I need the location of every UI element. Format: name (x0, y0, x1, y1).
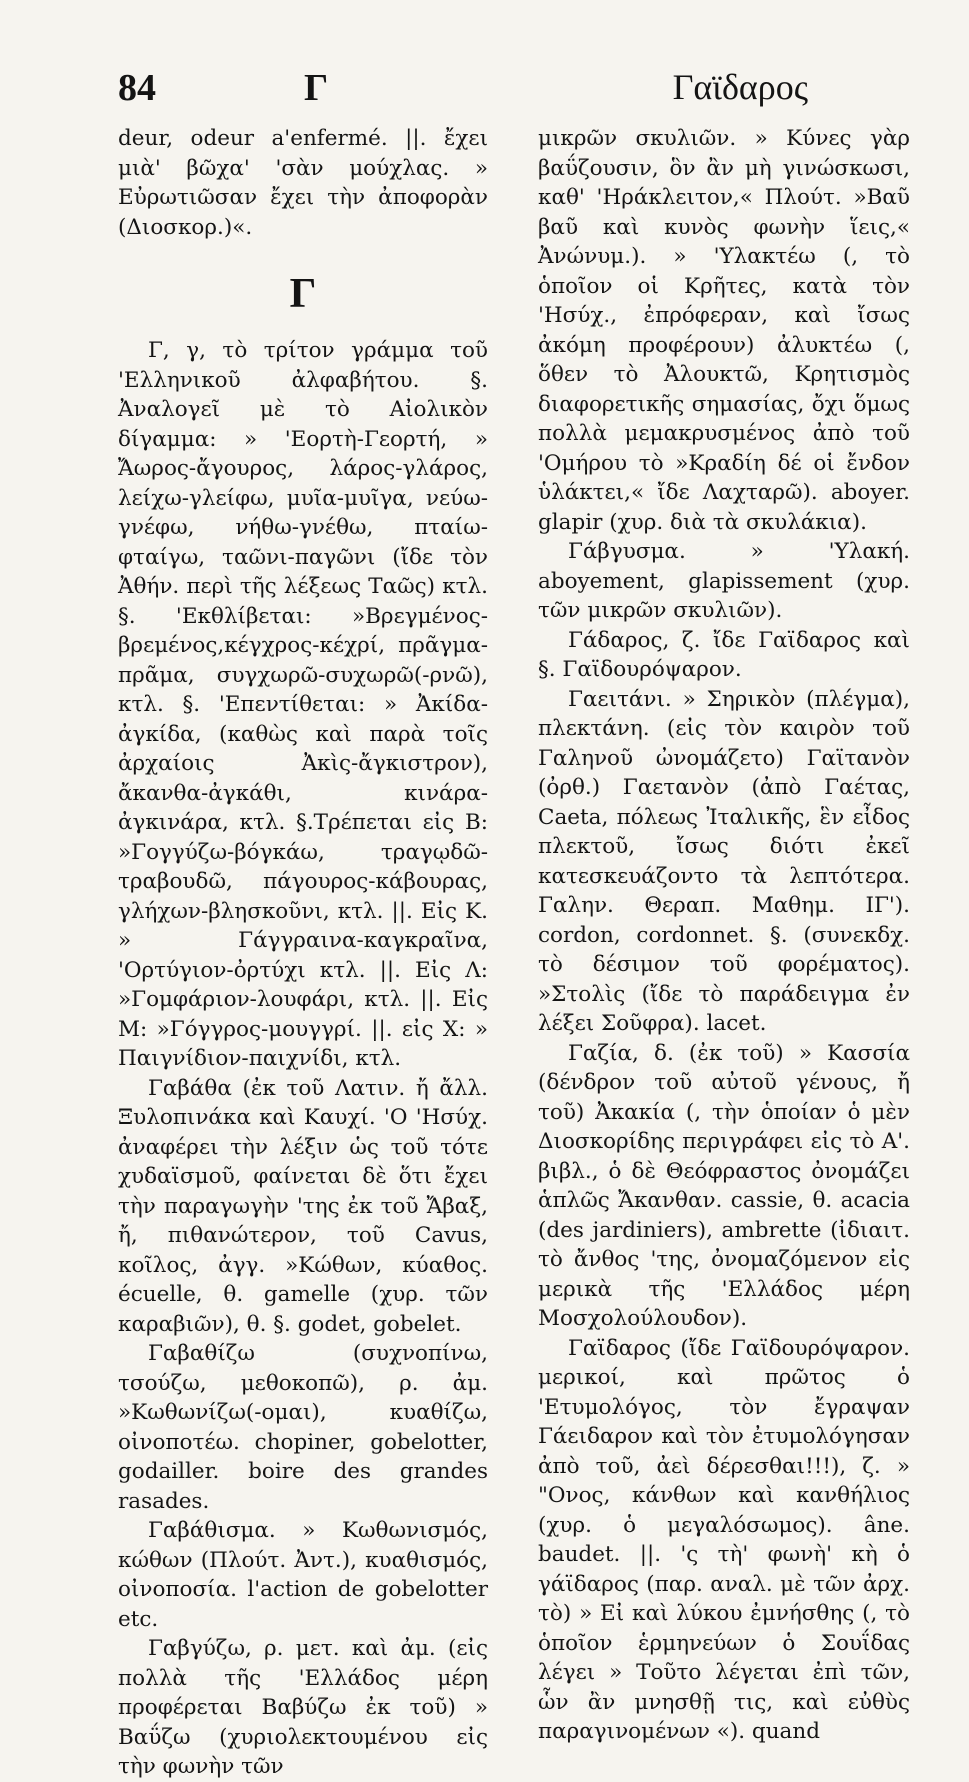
entry-gavathisma: Γαβάθισμα. » Κωθωνισμός, κώθων (Πλούτ. Ἀντ.), κυαθισμός, οἰνοποσία. l'action de gobelotter etc. (118, 1518, 488, 1632)
running-head-word: Γαϊδαρος (672, 67, 808, 107)
entry-gazia: Γαζία, δ. (ἐκ τοῦ) » Κασσία (δένδρον τοῦ αὐτοῦ γένους, ἤ τοῦ) Ἀκακία (, τὴν ὁποίαν ὁ μὲν Διοσκορίδης περιγράφει εἰς τὸ Α'. βιβλ., ὁ δὲ Θεόφραστος ὀνομάζει ἁπλῶς Ἄκανθαν. cassie, θ. acacia (des jardiniers), ambrette (ἰδιαιτ. τὸ ἄνθος 'της, ὀνομαζόμενον εἰς μερικὰ τῆς 'Ελλάδος μέρη Μοσχολούλουδον). (538, 1040, 910, 1331)
entry-gavgysma: Γάβγυσμα. » 'Υλακή. aboyement, glapissement (χυρ. τῶν μικρῶν σκυλιῶν). (538, 539, 910, 623)
entry-continuation: deur, odeur a'enfermé. ||. ἔχει μιὰ' βῶχα' 'σὰν μούχλας. » Εὐρωτιῶσαν ἔχει τὴν ἀποφορὰν (Διοσκορ.)«. (118, 126, 488, 240)
entry-gavathizo: Γαβαθίζω (συχνοπίνω, τσούζω, μεθοκοπῶ), ρ. ἀμ. »Κωθωνίζω(-ομαι), κυαθίζω, οἰνοποτέω. chopiner, gobelotter, godailler. boire des grandes rasades. (118, 1341, 488, 1514)
section-heading-letter: Γ (289, 271, 317, 317)
entry-continuation-right: μικρῶν σκυλιῶν. » Κύνες γὰρ βαΰζουσιν, ὃν ἂν μὴ γινώσκωσι, καθ' 'Ηράκλειτον,« Πλούτ. »Βαῦ βαῦ καὶ κυνὸς φωνὴν ἵεις,« Ἀνώνυμ.). » 'Υλακτέω (, τὸ ὁποῖον οἱ Κρῆτες, κατὰ τὸν 'Ησύχ., ἐπρόφεραν, καὶ ἴσως ἀκόμη προφέρουν) ἀλυκτέω (, ὅθεν τὸ Ἀλουκτῶ, Κρητισμὸς διαφορετικῆς σημασίας, ὄχι ὅμως πολλὰ μεμακρυσμένος ἀπὸ τοῦ 'Ομήρου τὸ »Κραδίη δέ οἱ ἔνδον ὑλάκτει,« ἴδε Λαχταρῶ). aboyer. glapir (χυρ. διὰ τὰ σκυλάκια). (538, 126, 910, 535)
header-section-letter: Γ (304, 67, 329, 109)
page-number: 84 (118, 67, 156, 109)
entry-gavgyzo: Γαβγύζω, ρ. μετ. καὶ ἀμ. (εἰς πολλὰ τῆς 'Ελλάδος μέρη προφέρεται Βαβύζω ἐκ τοῦ) » Βαΰζω (χυριολεκτουμένου εἰς τὴν φωνὴν τῶν (118, 1636, 488, 1779)
right-column (538, 124, 910, 1747)
entry-gaeitani: Γαειτάνι. » Σηρικὸν (πλέγμα), πλεκτάνη. (εἰς τὸν καιρὸν τοῦ Γαληνοῦ ὠνομάζετο) Γαϊτανὸν (ὀρθ.) Γαετανὸν (ἀπὸ Γαέτας, Caeta, πόλεως Ἰταλικῆς, ἓν εἶδος πλεκτοῦ, ἴσως διότι ἐκεῖ κατεσκευάζοντο τὰ λεπτότερα. Γαλην. Θεραπ. Μαθημ. ΙΓ'). cordon, cordonnet. §. (συνεκδχ. τὸ δέσιμον τοῦ φορέματος). »Στολὶς (ἴδε τὸ παράδειγμα ἐν λέξει Σοῦφρα). lacet. (538, 686, 910, 1036)
entry-gavatha: Γαβάθα (ἐκ τοῦ Λατιν. ἤ ἄλλ. Ξυλοπινάκα καὶ Καυχί. 'Ο 'Ησύχ. ἀναφέρει τὴν λέξιν ὡς τοῦ τότε χυδαϊσμοῦ, φαίνεται δὲ ὅτι ἔχει τὴν παραγωγὴν 'της ἐκ τοῦ Ἄβαξ, ἤ, πιθανώτερον, τοῦ Cavus, κοῖλος, ἀγγ. »Κώθων, κύαθος. écuelle, θ. gamelle (χυρ. τῶν καραβιῶν), θ. §. godet, gobelet. (118, 1075, 488, 1337)
left-column (118, 124, 488, 1782)
running-header (118, 66, 808, 114)
entry-gaidaros: Γαϊδαρος (ἴδε Γαϊδουρόψαρον. μερικοί, καὶ πρῶτος ὁ 'Ετυμολόγος, τὸν ἔγραψαν Γάειδαρον καὶ τὸν ἐτυμολόγησαν ἀπὸ τοῦ, ἀεὶ δέρεσθαι!!!), ζ. » "Ονος, κάνθων καὶ κανθήλιος (χυρ. ὁ μεγαλόσωμος). âne. baudet. ||. 'ς τὴ' φωνὴ' κὴ ὁ γάϊδαρος (παρ. αναλ. μὲ τῶν ἀρχ. τὸ) » Εἰ καὶ λύκου ἐμνήσθης (, τὸ ὁποῖον ἑρμηνεύων ὁ Σουΐδας λέγει » Τοῦτο λέγεται ἐπὶ τῶν, ὧν ἂν μνησθῇ τις, καὶ εὐθὺς παραγινομένων «). quand (538, 1335, 910, 1744)
entry-gadaros: Γάδαρος, ζ. ἴδε Γαϊδαρος καὶ §. Γαϊδουρόψαρον. (538, 627, 910, 682)
entry-gamma: Γ, γ, τὸ τρίτον γράμμα τοῦ 'Ελληνικοῦ ἀλφαβήτου. §. Ἀναλογεῖ μὲ τὸ Αἰολικὸν δίγαμμα: » 'Εορτὴ-Γεορτή, » Ἄωρος-ἄγουρος, λάρος-γλάρος, λείχω-γλείφω, μυῖα-μυῖγα, νεύω-γνέφω, νήθω-γνέθω, πταίω-φταίγω, ταῶνι-παγῶνι (ἴδε τὸν Ἀθήν. περὶ τῆς λέξεως Ταῶς) κτλ. §. 'Εκθλίβεται: »Βρεγμένος-βρεμένος,κέγχρος-κέχρί, πρᾶγμα-πρᾶμα, συγχωρῶ-συχωρῶ(-ρνῶ), κτλ. §. 'Επεντίθεται: » Ἀκίδα-ἀγκίδα, (καθὼς καὶ παρὰ τοῖς ἀρχαίοις Ἀκὶς-ἄγκιστρον), ἄκανθα-ἀγκάθι, κινάρα-ἀγκινάρα, κτλ. §.Τρέπεται εἰς Β: »Γογγύζω-βόγκάω, τραγῳδῶ-τραβουδῶ, πάγουρος-κάβουρας, γλήχων-βλησκοῦνι, κτλ. ||. Εἰς Κ. » Γάγγραινα-καγκραῖνα, 'Ορτύγιον-ὀρτύχι κτλ. ||. Εἰς Λ: »Γομφάριον-λουφάρι, κτλ. ||. Εἰς Μ: »Γόγγρος-μουγγρί. ||. εἰς Χ: » Παιγνίδιον-παιχνίδι, κτλ. (118, 338, 488, 1071)
